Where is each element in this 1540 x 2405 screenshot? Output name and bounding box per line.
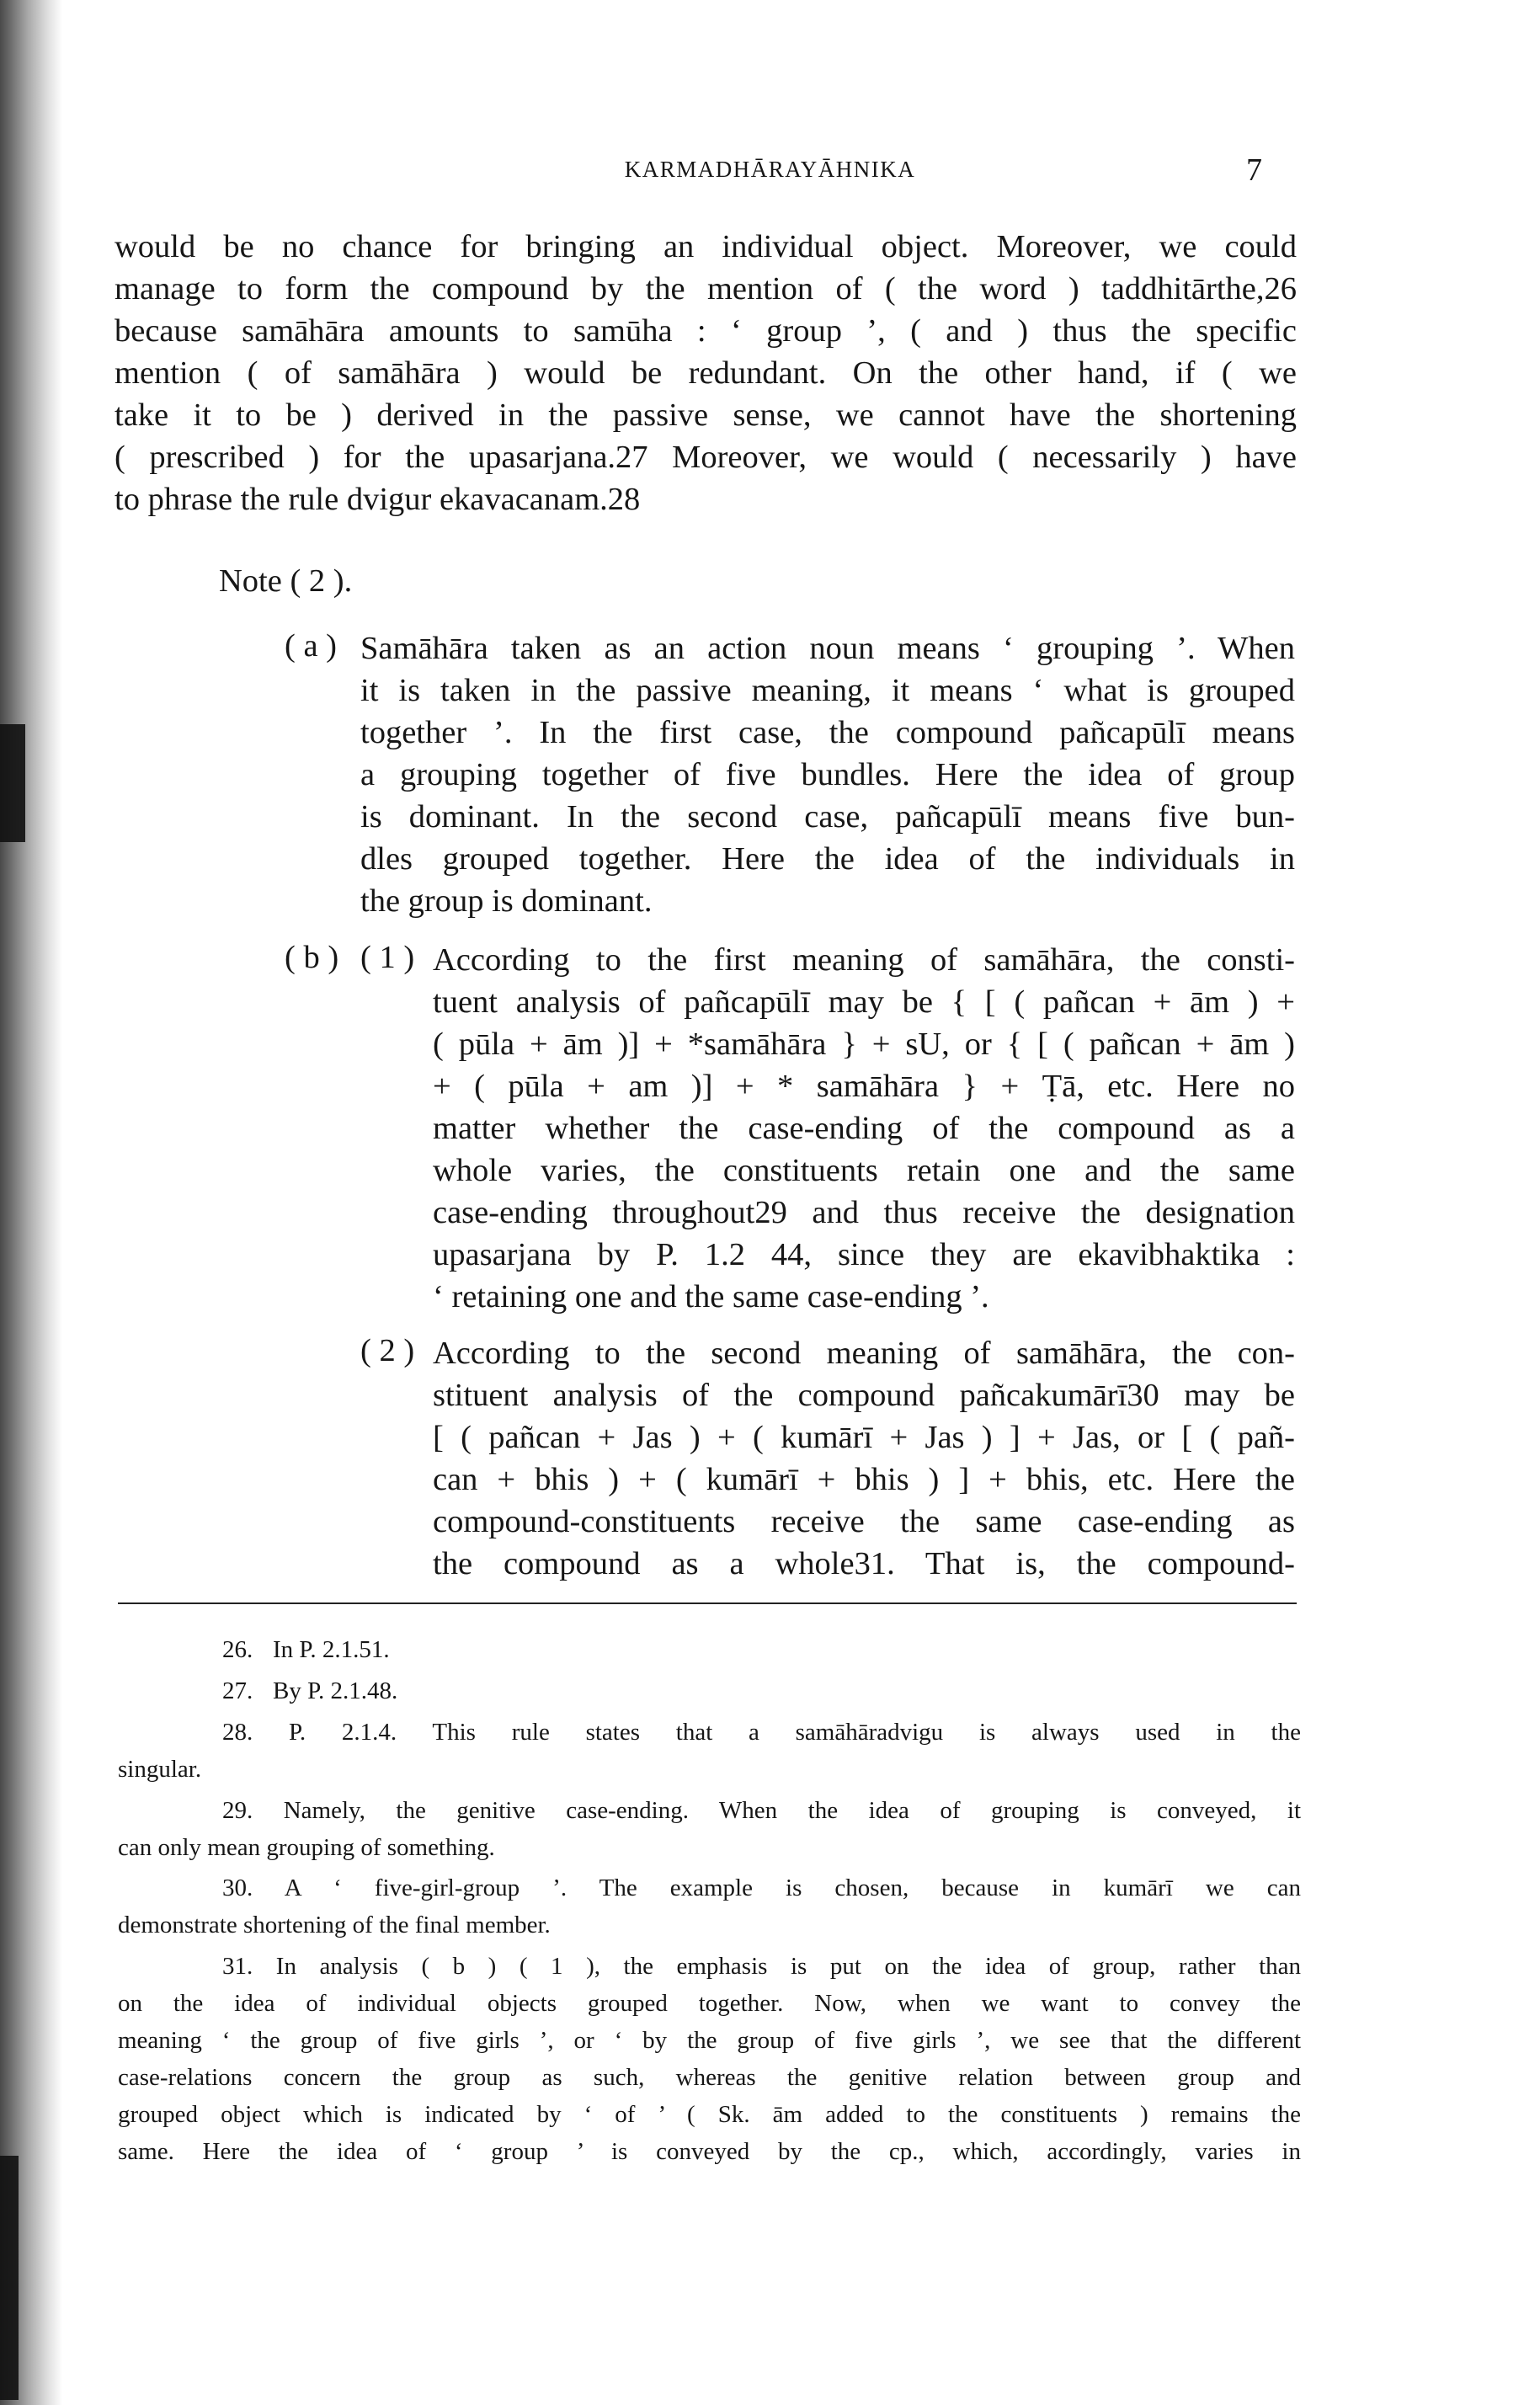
text-line: is dominant. In the second case, pañcapūlī means five bun- — [360, 799, 1295, 835]
text-line: + ( pūla + am )] + * samāhāra } + Ṭā, etc. Here no — [433, 1069, 1295, 1104]
note-a-paragraph — [360, 627, 1295, 922]
footnote-line: grouped object which is indicated by ‘ of ’ ( Sk. ām added to the constituents ) remains the — [118, 2101, 1301, 2128]
text-line: Samāhāra taken as an action noun means ‘ grouping ’. When — [360, 631, 1295, 666]
footnote-30 — [118, 1869, 1301, 1944]
footnote-28 — [118, 1714, 1301, 1788]
running-head: KARMADHĀRAYĀHNIKA — [624, 157, 916, 182]
note-heading: Note ( 2 ). — [219, 563, 353, 599]
footnote-line: 29. Namely, the genitive case-ending. When the idea of grouping is conveyed, it — [222, 1797, 1301, 1824]
text-line: According to the first meaning of samāhāra, the consti- — [433, 942, 1295, 978]
footnote-number: 27. — [222, 1677, 253, 1704]
text-line: stituent analysis of the compound pañcakumārī30 may be — [433, 1378, 1295, 1413]
page-header — [0, 152, 1540, 188]
text-line: ( pūla + ām )] + *samāhāra } + sU, or { [ ( pañcan + ām ) — [433, 1027, 1295, 1062]
footnote-line: singular. — [118, 1756, 202, 1783]
note-b2-paragraph — [433, 1332, 1295, 1585]
note-b2-label: ( 2 ) — [360, 1333, 415, 1368]
text-line: ‘ retaining one and the same case-ending ’. — [433, 1279, 989, 1314]
footnote-line: 28. P. 2.1.4. This rule states that a samāhāradvigu is always used in the — [222, 1719, 1301, 1746]
text-line: [ ( pañcan + Jas ) + ( kumārī + Jas ) ] + Jas, or [ ( pañ- — [433, 1420, 1295, 1455]
footnote-27 — [118, 1672, 1301, 1709]
text-line: a grouping together of five bundles. Here the idea of group — [360, 757, 1295, 792]
note-b1-paragraph — [433, 939, 1295, 1318]
text-line: According to the second meaning of samāhāra, the con- — [433, 1336, 1295, 1371]
footnote-line: on the idea of individual objects grouped together. Now, when we want to convey the — [118, 1990, 1301, 2017]
note-b1-label: ( 1 ) — [360, 940, 415, 975]
text-line: the compound as a whole31. That is, the compound- — [433, 1546, 1295, 1581]
footnote-number: 26. — [222, 1636, 253, 1663]
binding-dark-mark — [0, 724, 25, 842]
text-line: mention ( of samāhāra ) would be redundant. On the other hand, if ( we — [115, 355, 1297, 391]
text-line: can + bhis ) + ( kumārī + bhis ) ] + bhis, etc. Here the — [433, 1462, 1295, 1497]
text-line: together ’. In the first case, the compound pañcapūlī means — [360, 715, 1295, 750]
footnote-rule — [118, 1602, 1297, 1604]
footnote-line: 30. A ‘ five-girl-group ’. The example is chosen, because in kumārī we can — [222, 1874, 1301, 1901]
text-line: whole varies, the constituents retain one and the same — [433, 1153, 1295, 1188]
footnote-line: case-relations concern the group as such, whereas the genitive relation between group and — [118, 2064, 1301, 2091]
page-number: 7 — [1246, 152, 1262, 188]
text-line: would be no chance for bringing an individual object. Moreover, we could — [115, 229, 1297, 264]
text-line: to phrase the rule dvigur ekavacanam.28 — [115, 482, 641, 517]
text-line: take it to be ) derived in the passive sense, we cannot have the shortening — [115, 397, 1297, 433]
footnote-line: demonstrate shortening of the final member. — [118, 1912, 551, 1938]
footnote-31 — [118, 1948, 1301, 2170]
footnote-line: can only mean grouping of something. — [118, 1834, 495, 1861]
text-line: compound-constituents receive the same case-ending as — [433, 1504, 1295, 1539]
footnote-29 — [118, 1792, 1301, 1866]
footnote-line: same. Here the idea of ‘ group ’ is conveyed by the cp., which, accordingly, varies in — [118, 2138, 1301, 2165]
footnote-line: meaning ‘ the group of five girls ’, or ‘ by the group of five girls ’, we see that the different — [118, 2027, 1301, 2054]
text-line: matter whether the case-ending of the compound as a — [433, 1111, 1295, 1146]
binding-shadow — [0, 0, 62, 2405]
text-line: it is taken in the passive meaning, it means ‘ what is grouped — [360, 673, 1295, 708]
text-line: ( prescribed ) for the upasarjana.27 Moreover, we would ( necessarily ) have — [115, 440, 1297, 475]
footnote-text: By P. 2.1.48. — [273, 1677, 398, 1704]
body-paragraph — [115, 226, 1297, 520]
text-line: tuent analysis of pañcapūlī may be { [ ( pañcan + ām ) + — [433, 984, 1295, 1020]
text-line: the group is dominant. — [360, 883, 653, 919]
footnote-text: In P. 2.1.51. — [273, 1636, 390, 1663]
text-line: manage to form the compound by the mention of ( the word ) taddhitārthe,26 — [115, 271, 1297, 307]
text-line: upasarjana by P. 1.2 44, since they are ekavibhaktika : — [433, 1237, 1295, 1272]
text-line: dles grouped together. Here the idea of the individuals in — [360, 841, 1295, 877]
footnote-line: 31. In analysis ( b ) ( 1 ), the emphasis is put on the idea of group, rather than — [222, 1953, 1301, 1980]
footnote-26 — [118, 1631, 1301, 1668]
note-a-label: ( a ) — [285, 628, 337, 664]
binding-dark-mark — [0, 2156, 19, 2400]
note-b-label: ( b ) — [285, 940, 339, 975]
text-line: because samāhāra amounts to samūha : ‘ group ’, ( and ) thus the specific — [115, 313, 1297, 349]
text-line: case-ending throughout29 and thus receive the designation — [433, 1195, 1295, 1230]
